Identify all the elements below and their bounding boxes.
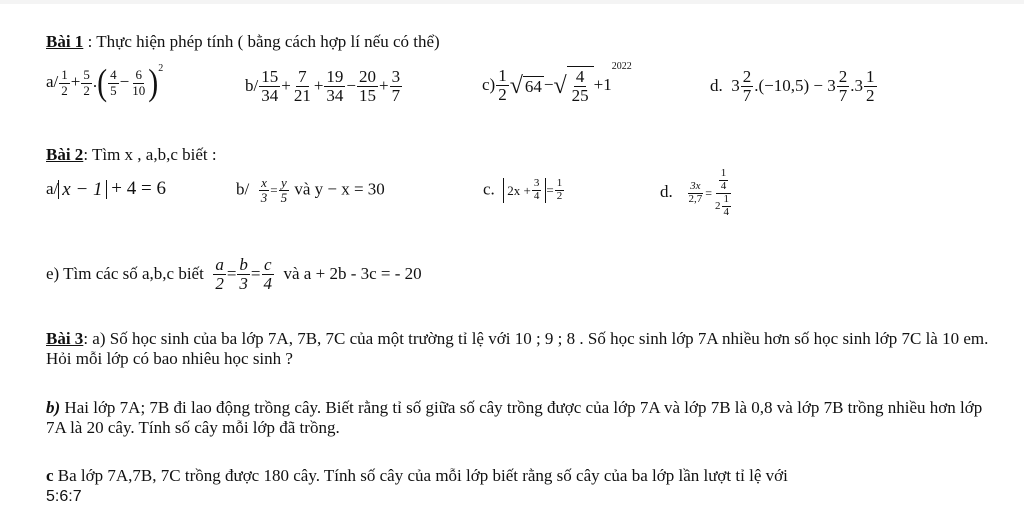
- part-label: b/: [236, 179, 250, 199]
- fraction: $\frac{19}{34}$: [326, 67, 344, 106]
- bai2-instruction: : Tìm x , a,b,c biết :: [83, 145, 217, 164]
- bai2-part-e: e) Tìm các số a,b,c biết $\frac{a}{2}$ = $\frac{b}{3}$ = $\frac{c}{4}$ và a + 2b - 3c = - 20: [46, 255, 422, 294]
- bai1-label: Bài 1: [46, 32, 84, 51]
- bai1-part-d: d. 3 $\frac{2}{7}$ .(−10,5) − 3 $\frac{2}{7}$ .3 $\frac{1}{2}$: [710, 67, 875, 106]
- bai1-instruction: : Thực hiện phép tính ( bằng cách hợp lí nếu có thể): [83, 32, 440, 51]
- bai1-part-a: a/ $\frac{1}{2}$ + $\frac{5}{2}$ .( $\frac{4}{5}$ − $\frac{6}{10}$ )$^2$: [46, 61, 164, 103]
- bai1-heading: [46, 33, 440, 50]
- part-label: b): [46, 398, 61, 417]
- fraction: $\frac{2}{7}$: [838, 67, 848, 106]
- fraction: $\frac{1}{2}$: [498, 66, 507, 105]
- square-root: √ $\frac{4}{25}$: [553, 66, 593, 106]
- fraction: $\frac{2}{7}$: [742, 67, 752, 106]
- bai3-c-text: Ba lớp 7A,7B, 7C trồng được 180 cây. Tính số cây của mỗi lớp biết rằng số cây của ba lớp lần lượt tỉ lệ với: [53, 466, 788, 485]
- fraction: $\frac{1}{2}$: [556, 177, 563, 202]
- absolute-value: x − 1: [58, 180, 106, 199]
- bai2-part-a: a/ x − 1 + 4 = 6: [46, 178, 166, 201]
- fraction: $\frac{x}{3}$: [260, 175, 268, 206]
- fraction: $\frac{1}{2}$: [61, 67, 68, 98]
- bai3-a-text: : a) Số học sinh của ba lớp 7A, 7B, 7C của một trường tỉ lệ với 10 ; 9 ; 8 . Số học sinh lớp 7A nhiều hơn số học sinh lớp 7C là 10 em. Hỏi mỗi lớp có bao nhiêu học sinh ?: [46, 329, 989, 369]
- square-root: √ 64: [509, 72, 542, 99]
- bai1-part-b: b/ $\frac{15}{34}$ + $\frac{7}{21}$ + $\frac{19}{34}$ − $\frac{20}{15}$ + $\frac{3}{7}$: [245, 67, 401, 106]
- part-label: c.: [483, 179, 495, 199]
- bai3-b-text: Hai lớp 7A; 7B đi lao động trồng cây. Biết rằng tỉ số giữa số cây trồng được của lớp 7A và lớp 7B là 0,8 và lớp 7B trồng nhiều hơn lớp 7A là 20 cây. Tính số cây mỗi lớp đã trồng.: [46, 398, 983, 438]
- fraction: $\frac{6}{10}$: [132, 67, 146, 98]
- part-label: a/: [46, 71, 59, 91]
- fraction: $\frac{1}{4}$: [720, 167, 727, 192]
- fraction: $\frac{1}{4}$: [723, 192, 730, 218]
- bai3-c-ratio: 5:6:7: [46, 488, 82, 506]
- top-edge-strip: [0, 0, 1024, 4]
- fraction: $\frac{3}{4}$: [533, 177, 540, 202]
- part-label: c: [46, 466, 54, 485]
- fraction: $\frac{a}{2}$: [215, 255, 224, 294]
- fraction: $\frac{3}{7}$: [391, 67, 401, 106]
- part-label: c): [482, 74, 496, 94]
- bai2-label: Bài 2: [46, 145, 84, 164]
- fraction: $\frac{c}{4}$: [263, 255, 273, 294]
- compound-fraction: $\frac{1}{4}$ 2 $\frac{1}{4}$: [713, 168, 734, 219]
- bai2-part-b: b/ $\frac{x}{3}$ = $\frac{y}{5}$ và y − x = 30: [236, 175, 385, 206]
- absolute-value: 2x + $\frac{3}{4}$: [503, 178, 546, 203]
- bai3-label: Bài 3: [46, 329, 84, 348]
- fraction: $\frac{20}{15}$: [359, 67, 377, 106]
- fraction: $\frac{3x}{2,7}$: [688, 179, 703, 205]
- fraction: $\frac{4}{5}$: [110, 67, 117, 98]
- part-label: d.: [660, 182, 673, 202]
- fraction: $\frac{b}{3}$: [239, 255, 248, 294]
- fraction: $\frac{5}{2}$: [83, 67, 90, 98]
- bai3-part-b: [46, 398, 1001, 439]
- bai2-part-d: d. $\frac{3x}{2,7}$ = $\frac{1}{4}$ 2 $\frac{1}{4}$: [660, 168, 735, 219]
- fraction: $\frac{7}{21}$: [293, 67, 311, 106]
- bai3-part-c: [46, 466, 1001, 507]
- fraction: $\frac{1}{2}$: [866, 67, 875, 106]
- fraction: $\frac{y}{5}$: [280, 175, 288, 206]
- part-label: a/: [46, 179, 59, 198]
- fraction: $\frac{4}{25}$: [571, 67, 589, 106]
- fraction: $\frac{15}{34}$: [261, 67, 279, 106]
- part-label: b/: [245, 75, 259, 95]
- part-label: d.: [710, 75, 723, 95]
- bai2-heading: [46, 146, 217, 163]
- bai1-part-c: c) $\frac{1}{2}$ √ 64 − √ $\frac{4}{25}$ $+1^{2022}$: [482, 61, 632, 106]
- bai2-part-c: c. 2x + $\frac{3}{4}$ = $\frac{1}{2}$: [483, 177, 563, 202]
- bai3-part-a: [46, 329, 1001, 370]
